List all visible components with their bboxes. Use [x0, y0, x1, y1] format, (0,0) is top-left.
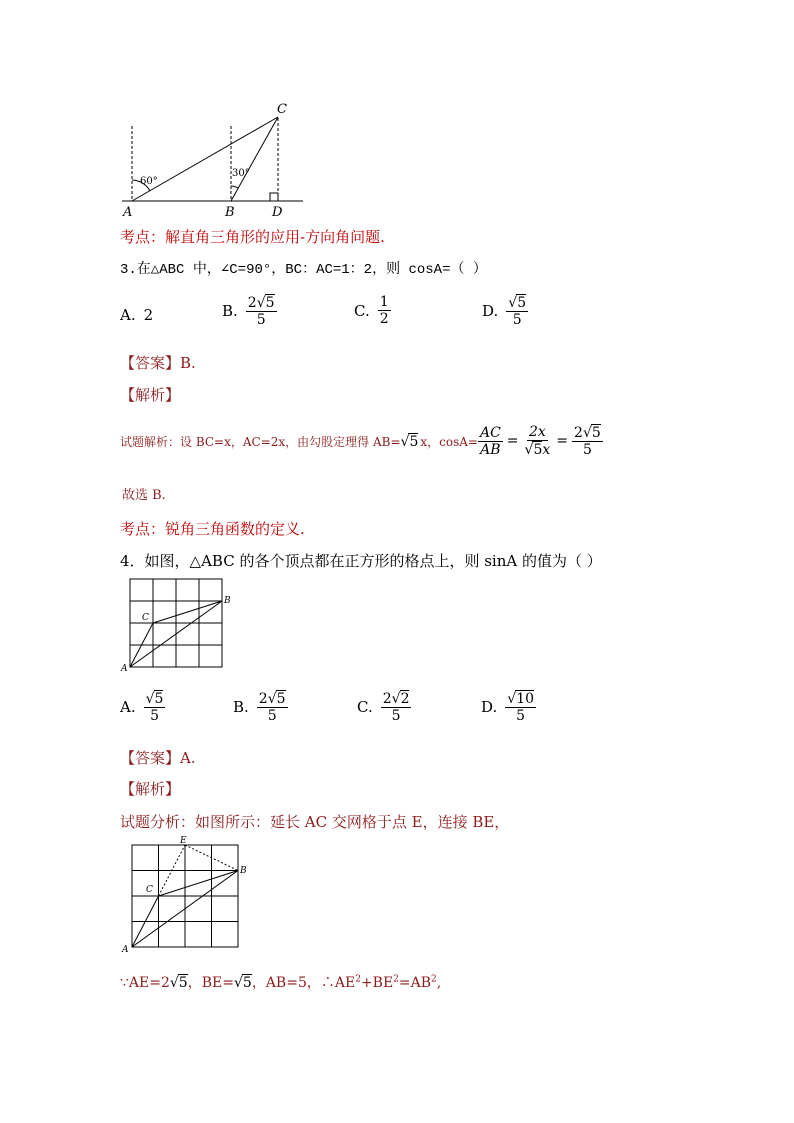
option-value: 2	[143, 306, 154, 324]
q3-option-d	[482, 294, 528, 328]
label-c: C	[277, 102, 287, 117]
denominator: AB	[480, 441, 501, 458]
radicand: 2	[400, 691, 410, 707]
radicand: 5	[154, 691, 164, 707]
analysis-3: 试题解析：设 BC=x，AC=2x，由勾股定理得 AB= √5 x，cosA= $\frac{AC}{AB}$ = $\frac{2x}{√5x}$ = $\frac{2√5}{5}$	[120, 424, 601, 459]
angle-label-30: 30°	[232, 168, 250, 179]
text-part-4: +BE	[360, 975, 394, 991]
q3-option-a	[120, 306, 153, 324]
label-a: A	[121, 664, 128, 673]
equals-sign: =	[506, 433, 519, 450]
option-label: D.	[482, 302, 499, 321]
option-label: B.	[222, 302, 238, 321]
variable: x	[542, 442, 551, 459]
q4-option-b	[233, 690, 288, 724]
superscript: 2	[355, 974, 361, 985]
label-c: C	[146, 885, 153, 895]
denominator: 5	[582, 442, 592, 459]
answer-4: 【答案】A.	[120, 749, 196, 767]
radicand: 10	[516, 691, 535, 707]
segment-cb	[159, 871, 239, 897]
angle-label-60: 60°	[140, 176, 158, 187]
question-3-stem: 3.在△ABC 中，∠C=90°，BC：AC=1：2，则 cosA=（ ）	[120, 262, 487, 278]
fraction: $\frac{√5}{5}$	[508, 295, 527, 329]
equals-sign: =	[556, 433, 569, 450]
superscript: 2	[431, 974, 437, 985]
direction-angle-figure	[118, 100, 318, 222]
segment-ac	[132, 117, 278, 201]
fraction: $\frac{√10}{5}$	[507, 691, 535, 725]
q3-option-c	[354, 294, 391, 327]
denominator: 2	[379, 311, 389, 328]
grid-figure-2	[118, 835, 258, 955]
radicand: 5	[517, 295, 527, 311]
radicand: 5	[276, 691, 286, 707]
radicand: 5	[409, 433, 419, 450]
numerator-coef: 2	[247, 295, 257, 311]
label-a: A	[122, 945, 129, 955]
label-c: C	[142, 613, 149, 623]
jiexi-label-4: 【解析】	[120, 780, 181, 798]
option-label: A.	[120, 698, 136, 717]
analysis-text-2: x，cosA=	[420, 434, 478, 449]
segment-bc	[231, 117, 278, 201]
option-label: C.	[357, 698, 373, 717]
option-label: B.	[233, 698, 249, 717]
fraction: $\frac{√5}{5}$	[145, 691, 164, 725]
q4-option-a	[120, 690, 165, 724]
denominator: 5	[512, 312, 522, 329]
kaodian-1: 考点：解直角三角形的应用-方向角问题.	[120, 228, 385, 246]
jiexi-label-3: 【解析】	[120, 386, 181, 404]
grid-figure-1	[118, 575, 236, 673]
guxuan-3: 故选 B.	[122, 488, 166, 503]
numerator: 1	[379, 294, 389, 310]
text-part-6: ,	[436, 975, 442, 991]
q4-option-d	[481, 690, 536, 724]
denominator: 5	[267, 708, 277, 725]
text-part-1: ∵AE=2	[120, 975, 170, 991]
radicand: 5	[242, 975, 252, 991]
option-label: D.	[481, 698, 498, 717]
radicand: 5	[533, 442, 543, 459]
label-d: D	[272, 205, 283, 220]
denominator: 5	[150, 708, 159, 725]
label-e: E	[180, 836, 187, 846]
radicand: 5	[265, 295, 275, 311]
superscript: 2	[393, 974, 399, 985]
numerator-coef: 2	[382, 691, 392, 707]
final-conclusion: ∵AE=2√5，BE=√5，AB=5，$\therefore AE^2+BE^2=AB^2$,	[120, 974, 442, 991]
label-b: B	[225, 205, 235, 220]
fraction-2x: $\frac{2x}{√5x}$	[524, 424, 551, 459]
text-part-5: =AB	[398, 975, 432, 991]
question-4-stem: 4．如图，△ABC 的各个顶点都在正方形的格点上，则 sinA 的值为（ ）	[120, 552, 602, 570]
fraction-result: $\frac{2√5}{5}$	[574, 425, 601, 459]
denominator: 5	[391, 708, 401, 725]
numerator: 2x	[529, 424, 546, 440]
fraction: $\frac{2√2}{5}$	[382, 691, 410, 725]
option-label: C.	[354, 301, 370, 320]
fraction-ac-ab	[478, 425, 503, 458]
label-a: A	[123, 205, 133, 220]
fraction	[378, 294, 391, 327]
q3-option-b	[222, 294, 277, 328]
numerator: AC	[479, 424, 501, 441]
radicand: 5	[178, 975, 188, 991]
text-part-3: ，AB=5，∴AE	[251, 975, 356, 991]
answer-3: 【答案】B.	[120, 354, 196, 372]
option-label: A.	[120, 306, 136, 324]
denominator: 5	[516, 708, 526, 725]
denominator: 5	[256, 312, 266, 329]
kaodian-3: 考点：锐角三角函数的定义.	[120, 520, 305, 538]
q4-option-c	[357, 690, 411, 724]
label-b: B	[240, 866, 247, 876]
right-angle-mark	[270, 193, 278, 201]
segment-cb	[153, 601, 222, 623]
numerator-coef: 2	[258, 691, 268, 707]
radicand: 5	[591, 425, 601, 441]
fraction: $\frac{2√5}{5}$	[258, 691, 286, 725]
angle-arc-b	[231, 186, 238, 188]
analysis-4: 试题分析：如图所示：延长 AC 交网格于点 E，连接 BE，	[120, 813, 510, 831]
numerator-coef: 2	[574, 425, 583, 441]
label-b: B	[224, 596, 231, 606]
analysis-text: 试题解析：设 BC=x，AC=2x，由勾股定理得 AB=	[120, 434, 401, 449]
fraction: $\frac{2√5}{5}$	[247, 295, 275, 329]
text-part-2: ，BE=	[187, 975, 234, 991]
